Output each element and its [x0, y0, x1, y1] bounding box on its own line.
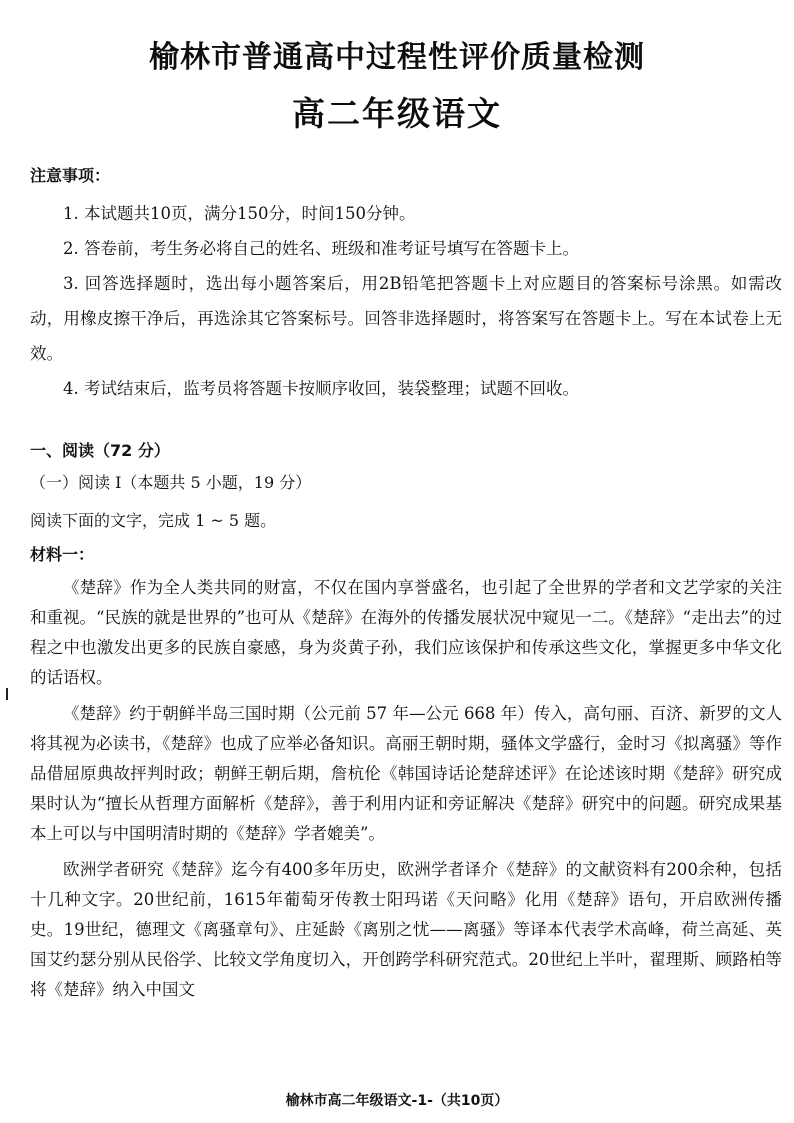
material-body — [30, 573, 782, 1011]
subsection-heading: （一）阅读 Ⅰ（本题共 5 小题，19 分） — [30, 473, 312, 492]
notice-item-1: 1. 本试题共10页，满分150分，时间150分钟。 — [63, 204, 416, 223]
notice-item-4: 4. 考试结束后，监考员将答题卡按顺序收回，装袋整理；试题不回收。 — [63, 379, 579, 398]
paragraph-3: 欧洲学者研究《楚辞》迄今有400多年历史，欧洲学者译介《楚辞》的文献资料有200余种，包括十几种文字。20世纪前，1615年葡萄牙传教士阳玛诺《天问略》化用《楚辞》语句，开启欧洲传播史。19世纪，德理文《离骚章句》、庄延龄《离别之忧——离骚》等译本代表学术高峰，荷兰高延、英国艾约瑟分别从民俗学、比较文学角度切入，开创跨学科研究范式。20世纪上半叶，翟理斯、顾路柏等将《楚辞》纳入中国文 — [30, 860, 782, 999]
notice-item-3: 3. 回答选择题时，选出每小题答案后，用2B铅笔把答题卡上对应题目的答案标号涂黑。如需改动，用橡皮擦干净后，再选涂其它答案标号。回答非选择题时，将答案写在答题卡上。写在本试卷上无效。 — [30, 274, 782, 363]
material-heading: 材料一： — [30, 545, 95, 564]
exam-title: 榆林市普通高中过程性评价质量检测 — [149, 40, 645, 75]
paragraph-2: 《楚辞》约于朝鲜半岛三国时期（公元前 57 年—公元 668 年）传入，高句丽、百济、新罗的文人将其视为必读书，《楚辞》也成了应举必备知识。高丽王朝时期，骚体文学盛行，金时习《拟离骚》等作品借屈原典故抨判时政；朝鲜王朝后期，詹杭伦《韩国诗话论楚辞述评》在论述该时期《楚辞》研究成果时认为“擅长从哲理方面解析《楚辞》，善于利用内证和旁证解决《楚辞》研究中的问题。研究成果基本上可以与中国明清时期的《楚辞》学者媲美”。 — [30, 704, 782, 843]
notice-item-2: 2. 答卷前，考生务必将自己的姓名、班级和准考证号填写在答题卡上。 — [63, 239, 579, 258]
margin-mark — [6, 688, 8, 700]
exam-subtitle: 高二年级语文 — [292, 94, 502, 133]
notice-heading: 注意事项： — [30, 166, 111, 185]
section-heading: 一、阅读（72 分） — [30, 441, 170, 460]
paragraph-1: 《楚辞》作为全人类共同的财富，不仅在国内享誉盛名，也引起了全世界的学者和文艺学家的关注和重视。“民族的就是世界的”也可从《楚辞》在海外的传播发展状况中窥见一二。《楚辞》“走出去”的过程之中也激发出更多的民族自豪感，身为炎黄子孙，我们应该保护和传承这些文化，掌握更多中华文化的话语权。 — [30, 578, 782, 687]
reading-instruction: 阅读下面的文字，完成 1 ~ 5 题。 — [30, 511, 277, 530]
page-footer: 榆林市高二年级语文-1-（共10页） — [285, 1093, 509, 1109]
notice-list — [30, 196, 782, 406]
